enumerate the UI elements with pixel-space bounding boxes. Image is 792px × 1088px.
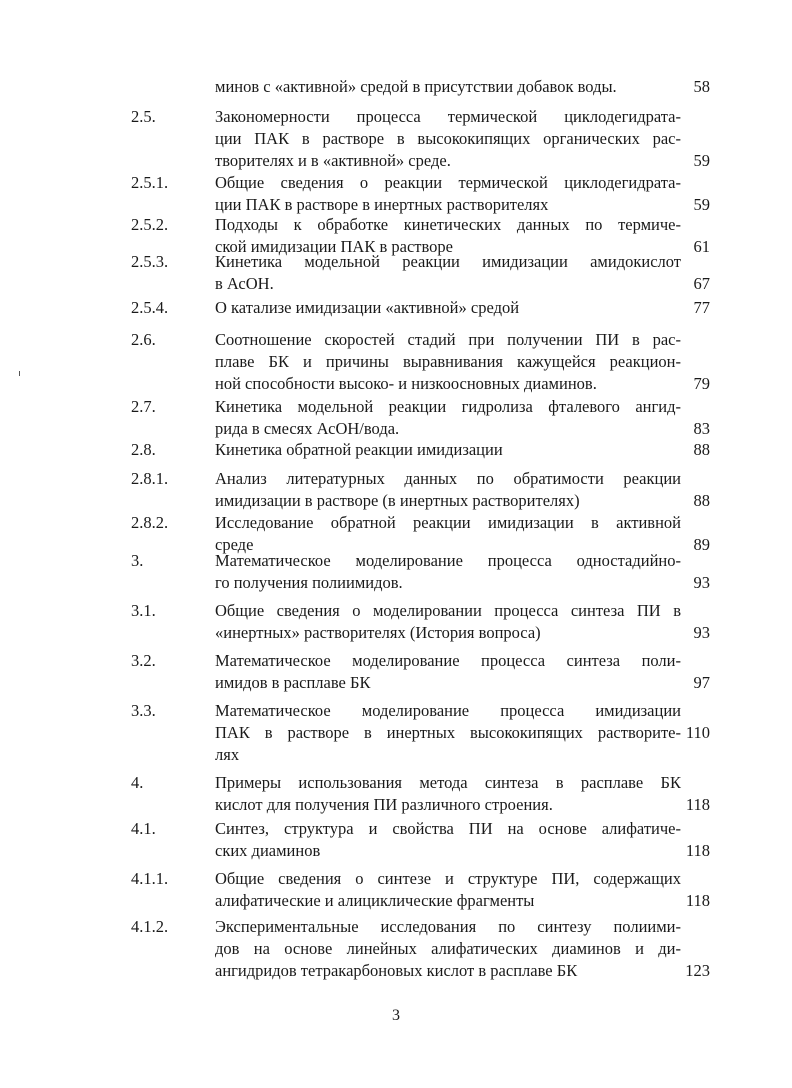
toc-entry-page: 77: [693, 298, 710, 317]
toc-entry-title: [215, 700, 681, 766]
toc-entry-title-line: рида в смесях АсОН/вода.: [215, 419, 400, 438]
toc-entry-title: [215, 76, 681, 98]
toc-entry-title-line: алифатические и алициклические фрагменты: [215, 891, 535, 910]
toc-entry-number: 4.1.2.: [131, 917, 169, 936]
toc-entry-page: 79: [693, 374, 710, 393]
toc-entry-title-line: го получения полиимидов.: [215, 573, 403, 592]
toc-entry-title-line: ции ПАК в растворе в инертных растворителях: [215, 195, 549, 214]
toc-entry-title-line: ангидридов тетракарбоновых кислот в расплаве БК: [215, 961, 578, 980]
toc-entry-title: [215, 439, 681, 461]
toc-entry-title: [215, 916, 681, 982]
toc-entry-title-line: творителях и в «активной» среде.: [215, 151, 451, 170]
toc-entry-page: 59: [693, 151, 710, 170]
toc-entry-title-line: Примеры использования метода синтеза в расплаве БК: [215, 773, 681, 792]
toc-entry-title: [215, 868, 681, 912]
toc-entry-title: [215, 251, 681, 295]
toc-entry-number: 2.5.4.: [131, 298, 169, 317]
toc-entry-title-line: Кинетика модельной реакции имидизации амидокислот: [215, 252, 681, 271]
toc-entry-title: [215, 468, 681, 512]
toc-entry-page: 118: [685, 795, 710, 814]
toc-entry-number: 3.2.: [131, 651, 156, 670]
toc-entry-title: [215, 297, 681, 319]
toc-entry-page: 118: [685, 841, 710, 860]
toc-entry-title-line: ПАК в растворе в инертных высококипящих растворите-: [215, 723, 681, 742]
toc-entry-page: 93: [693, 623, 710, 642]
toc-entry-number: 2.8.2.: [131, 513, 169, 532]
toc-entry-page: 67: [693, 274, 710, 293]
toc-entry-number: 4.1.: [131, 819, 156, 838]
toc-entry-title-line: Математическое моделирование процесса синтеза поли-: [215, 651, 681, 670]
toc-entry-page: 123: [685, 961, 710, 980]
toc-entry-number: 2.5.2.: [131, 215, 169, 234]
toc-entry-title-line: О катализе имидизации «активной» средой: [215, 298, 520, 317]
toc-entry-title: [215, 396, 681, 440]
toc-entry-page: 88: [693, 440, 710, 459]
toc-entry-title-line: Синтез, структура и свойства ПИ на основе алифатиче-: [215, 819, 681, 838]
toc-entry-number: 2.5.3.: [131, 252, 169, 271]
toc-entry-number: 4.: [131, 773, 144, 792]
toc-entry-title: [215, 650, 681, 694]
toc-entry-title-line: дов на основе линейных алифатических диаминов и ди-: [215, 939, 681, 958]
toc-entry-number: 3.: [131, 551, 144, 570]
toc-entry-title-line: ских диаминов: [215, 841, 321, 860]
toc-entry-page: 59: [693, 195, 710, 214]
toc-entry-page: 83: [693, 419, 710, 438]
toc-entry-title-line: плаве БК и причины выравнивания кажущейся реакцион-: [215, 352, 681, 371]
toc-entry-number: 2.5.1.: [131, 173, 169, 192]
toc-entry-title-line: Анализ литературных данных по обратимости реакции: [215, 469, 681, 488]
toc-entry-title-line: Математическое моделирование процесса одностадийно-: [215, 551, 681, 570]
toc-entry-title: [215, 106, 681, 172]
toc-entry-page: 58: [693, 77, 710, 96]
toc-entry-title-line: ции ПАК в растворе в высококипящих органических рас-: [215, 129, 681, 148]
scan-speck: [19, 371, 20, 376]
toc-entry-title-line: ной способности высоко- и низкоосновных диаминов.: [215, 374, 597, 393]
toc-entry-number: 3.3.: [131, 701, 156, 720]
toc-entry-page: 110: [685, 723, 710, 742]
toc-entry-title-line: Математическое моделирование процесса имидизации: [215, 701, 681, 720]
toc-entry-page: 61: [693, 237, 710, 256]
toc-entry-title: [215, 550, 681, 594]
toc-entry-title-line: Соотношение скоростей стадий при получении ПИ в рас-: [215, 330, 681, 349]
toc-entry-title-line: Исследование обратной реакции имидизации в активной: [215, 513, 681, 532]
toc-entry-title: [215, 172, 681, 216]
toc-entry-title-line: ской имидизации ПАК в растворе: [215, 237, 453, 256]
toc-entry-title-line: Закономерности процесса термической циклодегидрата-: [215, 107, 681, 126]
toc-entry-title-line: Экспериментальные исследования по синтезу полиими-: [215, 917, 681, 936]
toc-entry-title-line: минов с «активной» средой в присутствии добавок воды.: [215, 77, 617, 96]
toc-entry-page: 97: [693, 673, 710, 692]
toc-entry-title-line: в АсОН.: [215, 274, 274, 293]
toc-entry-title-line: среде: [215, 535, 254, 554]
toc-entry-title-line: Подходы к обработке кинетических данных по термиче-: [215, 215, 681, 234]
toc-entry-title-line: имидизации в растворе (в инертных растворителях): [215, 491, 580, 510]
toc-entry-title-line: Общие сведения о синтезе и структуре ПИ, содержащих: [215, 869, 681, 888]
toc-entry-title-line: имидов в расплаве БК: [215, 673, 371, 692]
toc-entry-title-line: Общие сведения о моделировании процесса синтеза ПИ в: [215, 601, 681, 620]
toc-entry-number: 2.8.: [131, 440, 156, 459]
toc-entry-number: 2.8.1.: [131, 469, 169, 488]
toc-entry-title: [215, 772, 681, 816]
toc-entry-number: 2.7.: [131, 397, 156, 416]
page-number: 3: [392, 1007, 400, 1024]
toc-entry-page: 88: [693, 491, 710, 510]
toc-entry-title: [215, 329, 681, 395]
toc-entry-page: 118: [685, 891, 710, 910]
toc-entry-number: 2.6.: [131, 330, 156, 349]
toc-entry-page: 93: [693, 573, 710, 592]
toc-entry-title: [215, 600, 681, 644]
toc-entry-number: 3.1.: [131, 601, 156, 620]
toc-entry-title-line: кислот для получения ПИ различного строения.: [215, 795, 553, 814]
toc-entry-title-line: «инертных» растворителях (История вопроса): [215, 623, 541, 642]
toc-entry-title: [215, 818, 681, 862]
toc-entry-title-line: Кинетика обратной реакции имидизации: [215, 440, 503, 459]
toc-entry-page: 89: [693, 535, 710, 554]
toc-entry-title-line: Общие сведения о реакции термической циклодегидрата-: [215, 173, 681, 192]
toc-entry-title-line: лях: [215, 745, 240, 764]
toc-entry-title-line: Кинетика модельной реакции гидролиза фталевого ангид-: [215, 397, 681, 416]
toc-entry-number: 4.1.1.: [131, 869, 169, 888]
toc-entry-number: 2.5.: [131, 107, 156, 126]
